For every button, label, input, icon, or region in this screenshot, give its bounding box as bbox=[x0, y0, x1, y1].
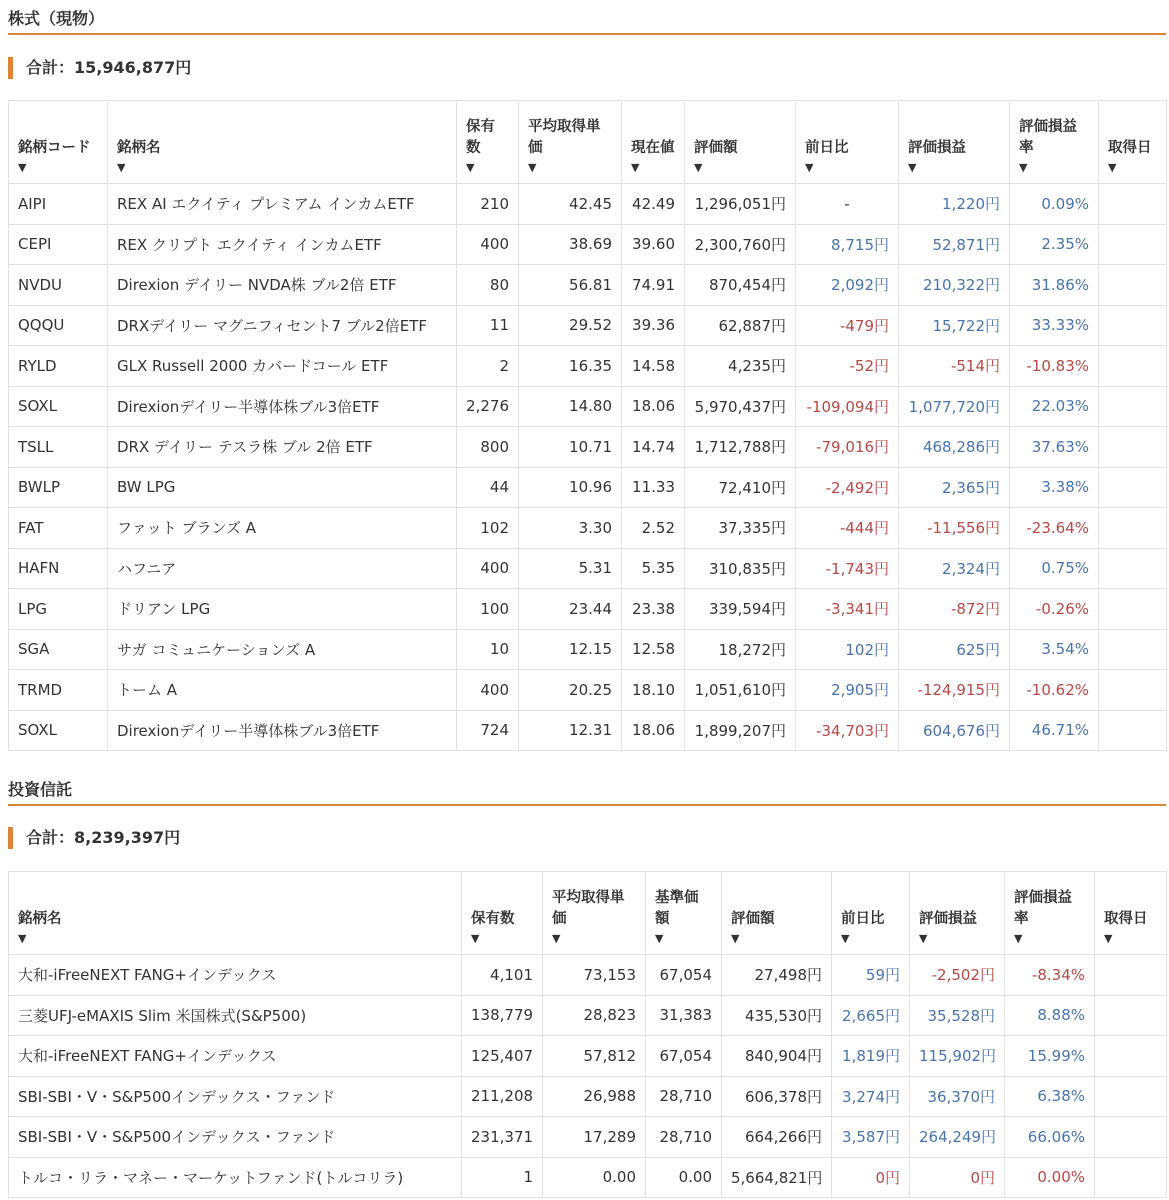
stocks-header-date[interactable]: 取得日 ▼ bbox=[1099, 101, 1167, 184]
funds-cell-avg: 28,823 bbox=[543, 995, 646, 1036]
stocks-cell-date bbox=[1099, 548, 1167, 589]
funds-cell-value: 840,904円 bbox=[722, 1036, 832, 1077]
funds-cell-base: 28,710 bbox=[646, 1117, 722, 1158]
stocks-cell-change: -444円 bbox=[796, 508, 899, 549]
stocks-cell-name: BW LPG bbox=[108, 467, 457, 508]
stocks-cell-avg: 42.45 bbox=[519, 184, 622, 225]
stocks-cell-value: 18,272円 bbox=[685, 629, 796, 670]
stocks-cell-price: 39.36 bbox=[622, 305, 685, 346]
table-row bbox=[9, 508, 1167, 549]
stocks-cell-name: ファット ブランズ A bbox=[108, 508, 457, 549]
stocks-cell-price: 18.06 bbox=[622, 710, 685, 751]
stocks-cell-price: 14.74 bbox=[622, 427, 685, 468]
stocks-header-row bbox=[9, 101, 1167, 184]
funds-cell-date bbox=[1095, 1076, 1167, 1117]
funds-cell-qty: 4,101 bbox=[462, 955, 543, 996]
funds-cell-date bbox=[1095, 1157, 1167, 1198]
stocks-cell-avg: 5.31 bbox=[519, 548, 622, 589]
table-row bbox=[9, 346, 1167, 387]
funds-cell-base: 67,054 bbox=[646, 1036, 722, 1077]
funds-cell-change: 3,274円 bbox=[832, 1076, 910, 1117]
sort-down-icon[interactable]: ▼ bbox=[919, 932, 928, 945]
funds-header-date[interactable]: 取得日 ▼ bbox=[1095, 872, 1167, 955]
stocks-cell-value: 310,835円 bbox=[685, 548, 796, 589]
table-row bbox=[9, 1157, 1167, 1198]
stocks-cell-code: NVDU bbox=[9, 265, 108, 306]
table-row bbox=[9, 1076, 1167, 1117]
stocks-cell-avg: 10.71 bbox=[519, 427, 622, 468]
stocks-cell-value: 339,594円 bbox=[685, 589, 796, 630]
funds-cell-qty: 231,371 bbox=[462, 1117, 543, 1158]
stocks-cell-change: -3,341円 bbox=[796, 589, 899, 630]
funds-cell-avg: 57,812 bbox=[543, 1036, 646, 1077]
funds-cell-change: 59円 bbox=[832, 955, 910, 996]
stocks-cell-name: GLX Russell 2000 カバードコール ETF bbox=[108, 346, 457, 387]
stocks-section-title: 株式（現物） bbox=[8, 9, 105, 28]
stocks-cell-date bbox=[1099, 224, 1167, 265]
table-row bbox=[9, 467, 1167, 508]
stocks-cell-price: 12.58 bbox=[622, 629, 685, 670]
funds-cell-plrate: 0.00% bbox=[1005, 1157, 1095, 1198]
stocks-cell-code: HAFN bbox=[9, 548, 108, 589]
funds-cell-avg: 73,153 bbox=[543, 955, 646, 996]
stocks-cell-price: 42.49 bbox=[622, 184, 685, 225]
funds-cell-base: 67,054 bbox=[646, 955, 722, 996]
funds-table bbox=[8, 871, 1167, 1198]
stocks-cell-change: -1,743円 bbox=[796, 548, 899, 589]
stocks-cell-qty: 210 bbox=[457, 184, 519, 225]
stocks-cell-plrate: 0.75% bbox=[1010, 548, 1099, 589]
stocks-cell-value: 72,410円 bbox=[685, 467, 796, 508]
stocks-cell-name: サガ コミュニケーションズ A bbox=[108, 629, 457, 670]
funds-cell-pl: 264,249円 bbox=[910, 1117, 1005, 1158]
table-row bbox=[9, 1036, 1167, 1077]
stocks-cell-pl: -514円 bbox=[899, 346, 1010, 387]
funds-cell-change: 1,819円 bbox=[832, 1036, 910, 1077]
stocks-cell-change: - bbox=[796, 184, 899, 225]
stocks-header-avg[interactable]: 平均取得単価 ▼ bbox=[519, 101, 622, 184]
funds-cell-base: 0.00 bbox=[646, 1157, 722, 1198]
funds-cell-plrate: 6.38% bbox=[1005, 1076, 1095, 1117]
stocks-cell-pl: 2,365円 bbox=[899, 467, 1010, 508]
sort-down-icon[interactable]: ▼ bbox=[908, 161, 917, 174]
stocks-cell-qty: 100 bbox=[457, 589, 519, 630]
stocks-cell-pl: 210,322円 bbox=[899, 265, 1010, 306]
stocks-header-name[interactable]: 銘柄名 ▼ bbox=[108, 101, 457, 184]
stocks-cell-pl: 604,676円 bbox=[899, 710, 1010, 751]
stocks-cell-avg: 10.96 bbox=[519, 467, 622, 508]
stocks-header-code[interactable]: 銘柄コード ▼ bbox=[9, 101, 108, 184]
stocks-cell-price: 14.58 bbox=[622, 346, 685, 387]
sort-down-icon[interactable]: ▼ bbox=[471, 932, 480, 945]
table-row bbox=[9, 427, 1167, 468]
stocks-cell-date bbox=[1099, 670, 1167, 711]
table-row bbox=[9, 224, 1167, 265]
stocks-cell-code: BWLP bbox=[9, 467, 108, 508]
sort-down-icon[interactable]: ▼ bbox=[466, 161, 475, 174]
stocks-cell-avg: 23.44 bbox=[519, 589, 622, 630]
stocks-cell-qty: 400 bbox=[457, 670, 519, 711]
stocks-total: 合計：15,946,877円 bbox=[8, 57, 191, 79]
stocks-cell-date bbox=[1099, 508, 1167, 549]
stocks-cell-name: REX クリプト エクイティ インカムETF bbox=[108, 224, 457, 265]
table-row bbox=[9, 629, 1167, 670]
sort-down-icon[interactable]: ▼ bbox=[552, 932, 561, 945]
funds-cell-value: 664,266円 bbox=[722, 1117, 832, 1158]
stocks-cell-qty: 10 bbox=[457, 629, 519, 670]
stocks-cell-value: 1,712,788円 bbox=[685, 427, 796, 468]
funds-section-title: 投資信託 bbox=[8, 780, 73, 799]
stocks-cell-name: REX AI エクイティ プレミアム インカムETF bbox=[108, 184, 457, 225]
table-row bbox=[9, 184, 1167, 225]
funds-cell-base: 31,383 bbox=[646, 995, 722, 1036]
stocks-cell-qty: 80 bbox=[457, 265, 519, 306]
stocks-cell-plrate: 0.09% bbox=[1010, 184, 1099, 225]
stocks-cell-value: 37,335円 bbox=[685, 508, 796, 549]
stocks-cell-avg: 38.69 bbox=[519, 224, 622, 265]
funds-cell-value: 27,498円 bbox=[722, 955, 832, 996]
funds-cell-pl: 115,902円 bbox=[910, 1036, 1005, 1077]
funds-header-avg[interactable]: 平均取得単価 ▼ bbox=[543, 872, 646, 955]
funds-cell-plrate: 8.88% bbox=[1005, 995, 1095, 1036]
stocks-cell-name: ドリアン LPG bbox=[108, 589, 457, 630]
funds-cell-name: 大和-iFreeNEXT FANG+インデックス bbox=[9, 955, 462, 996]
funds-cell-date bbox=[1095, 1036, 1167, 1077]
sort-down-icon[interactable]: ▼ bbox=[841, 932, 850, 945]
stocks-cell-avg: 29.52 bbox=[519, 305, 622, 346]
stocks-header-change[interactable]: 前日比 ▼ bbox=[796, 101, 899, 184]
stocks-cell-plrate: 33.33% bbox=[1010, 305, 1099, 346]
stocks-cell-plrate: 37.63% bbox=[1010, 427, 1099, 468]
stocks-cell-plrate: -10.62% bbox=[1010, 670, 1099, 711]
stocks-cell-value: 4,235円 bbox=[685, 346, 796, 387]
stocks-cell-change: 2,092円 bbox=[796, 265, 899, 306]
stocks-cell-value: 1,051,610円 bbox=[685, 670, 796, 711]
table-row bbox=[9, 1117, 1167, 1158]
stocks-cell-date bbox=[1099, 710, 1167, 751]
stocks-cell-value: 1,296,051円 bbox=[685, 184, 796, 225]
funds-cell-qty: 138,779 bbox=[462, 995, 543, 1036]
stocks-cell-name: Direxionデイリー半導体株ブル3倍ETF bbox=[108, 386, 457, 427]
table-row bbox=[9, 265, 1167, 306]
stocks-cell-plrate: 31.86% bbox=[1010, 265, 1099, 306]
sort-down-icon[interactable]: ▼ bbox=[1014, 932, 1023, 945]
stocks-cell-avg: 16.35 bbox=[519, 346, 622, 387]
table-row bbox=[9, 305, 1167, 346]
funds-cell-base: 28,710 bbox=[646, 1076, 722, 1117]
stocks-cell-plrate: -10.83% bbox=[1010, 346, 1099, 387]
funds-cell-date bbox=[1095, 1117, 1167, 1158]
stocks-cell-qty: 724 bbox=[457, 710, 519, 751]
table-row bbox=[9, 548, 1167, 589]
stocks-cell-change: -2,492円 bbox=[796, 467, 899, 508]
stocks-cell-price: 18.10 bbox=[622, 670, 685, 711]
funds-cell-qty: 1 bbox=[462, 1157, 543, 1198]
stocks-cell-code: QQQU bbox=[9, 305, 108, 346]
stocks-cell-name: DRX デイリー テスラ株 ブル 2倍 ETF bbox=[108, 427, 457, 468]
funds-cell-change: 3,587円 bbox=[832, 1117, 910, 1158]
stocks-cell-plrate: 2.35% bbox=[1010, 224, 1099, 265]
sort-down-icon[interactable]: ▼ bbox=[18, 161, 27, 174]
stocks-cell-avg: 12.31 bbox=[519, 710, 622, 751]
stocks-section-divider bbox=[8, 33, 1166, 35]
funds-cell-name: 三菱UFJ-eMAXIS Slim 米国株式(S&P500) bbox=[9, 995, 462, 1036]
stocks-cell-code: SGA bbox=[9, 629, 108, 670]
stocks-cell-price: 11.33 bbox=[622, 467, 685, 508]
stocks-cell-date bbox=[1099, 467, 1167, 508]
stocks-cell-name: トーム A bbox=[108, 670, 457, 711]
stocks-cell-pl: -11,556円 bbox=[899, 508, 1010, 549]
funds-cell-plrate: 15.99% bbox=[1005, 1036, 1095, 1077]
stocks-cell-avg: 14.80 bbox=[519, 386, 622, 427]
funds-header-value[interactable]: 評価額 ▼ bbox=[722, 872, 832, 955]
stocks-cell-price: 2.52 bbox=[622, 508, 685, 549]
stocks-cell-change: 8,715円 bbox=[796, 224, 899, 265]
table-row bbox=[9, 589, 1167, 630]
stocks-cell-qty: 11 bbox=[457, 305, 519, 346]
stocks-cell-name: Direxionデイリー半導体株ブル3倍ETF bbox=[108, 710, 457, 751]
sort-down-icon[interactable]: ▼ bbox=[655, 932, 664, 945]
sort-down-icon[interactable]: ▼ bbox=[1104, 932, 1113, 945]
stocks-cell-pl: 52,871円 bbox=[899, 224, 1010, 265]
stocks-cell-date bbox=[1099, 346, 1167, 387]
stocks-cell-price: 18.06 bbox=[622, 386, 685, 427]
stocks-cell-qty: 2,276 bbox=[457, 386, 519, 427]
stocks-cell-pl: -124,915円 bbox=[899, 670, 1010, 711]
stocks-header-plrate[interactable]: 評価損益率 ▼ bbox=[1010, 101, 1099, 184]
stocks-cell-date bbox=[1099, 305, 1167, 346]
stocks-cell-change: 2,905円 bbox=[796, 670, 899, 711]
funds-cell-name: SBI-SBI・V・S&P500インデックス・ファンド bbox=[9, 1076, 462, 1117]
stocks-cell-code: CEPI bbox=[9, 224, 108, 265]
funds-header-qty[interactable]: 保有数 ▼ bbox=[462, 872, 543, 955]
stocks-cell-pl: 1,077,720円 bbox=[899, 386, 1010, 427]
stocks-cell-plrate: -23.64% bbox=[1010, 508, 1099, 549]
stocks-cell-pl: 15,722円 bbox=[899, 305, 1010, 346]
stocks-cell-name: DRXデイリー マグニフィセント7 ブル2倍ETF bbox=[108, 305, 457, 346]
table-row bbox=[9, 710, 1167, 751]
funds-header-row bbox=[9, 872, 1167, 955]
funds-cell-avg: 17,289 bbox=[543, 1117, 646, 1158]
funds-cell-pl: 35,528円 bbox=[910, 995, 1005, 1036]
stocks-cell-plrate: 22.03% bbox=[1010, 386, 1099, 427]
funds-cell-name: 大和-iFreeNEXT FANG+インデックス bbox=[9, 1036, 462, 1077]
stocks-cell-change: -479円 bbox=[796, 305, 899, 346]
stocks-cell-qty: 102 bbox=[457, 508, 519, 549]
stocks-cell-plrate: 3.54% bbox=[1010, 629, 1099, 670]
sort-down-icon[interactable]: ▼ bbox=[631, 161, 640, 174]
stocks-cell-date bbox=[1099, 184, 1167, 225]
sort-down-icon[interactable]: ▼ bbox=[117, 161, 126, 174]
stocks-cell-pl: 625円 bbox=[899, 629, 1010, 670]
table-row bbox=[9, 670, 1167, 711]
stocks-cell-pl: 468,286円 bbox=[899, 427, 1010, 468]
stocks-cell-avg: 12.15 bbox=[519, 629, 622, 670]
funds-cell-change: 0円 bbox=[832, 1157, 910, 1198]
funds-cell-value: 606,378円 bbox=[722, 1076, 832, 1117]
stocks-cell-value: 1,899,207円 bbox=[685, 710, 796, 751]
stocks-cell-plrate: 46.71% bbox=[1010, 710, 1099, 751]
sort-down-icon[interactable]: ▼ bbox=[805, 161, 814, 174]
stocks-cell-pl: 1,220円 bbox=[899, 184, 1010, 225]
stocks-header-qty[interactable]: 保有数 ▼ bbox=[457, 101, 519, 184]
funds-header-base[interactable]: 基準価額 ▼ bbox=[646, 872, 722, 955]
funds-section-divider bbox=[8, 804, 1166, 806]
sort-down-icon[interactable]: ▼ bbox=[731, 932, 740, 945]
stocks-cell-value: 2,300,760円 bbox=[685, 224, 796, 265]
funds-cell-avg: 26,988 bbox=[543, 1076, 646, 1117]
funds-cell-date bbox=[1095, 955, 1167, 996]
stocks-cell-qty: 800 bbox=[457, 427, 519, 468]
table-row bbox=[9, 995, 1167, 1036]
stocks-cell-name: Direxion デイリー NVDA株 ブル2倍 ETF bbox=[108, 265, 457, 306]
stocks-table bbox=[8, 100, 1167, 751]
stocks-cell-code: AIPI bbox=[9, 184, 108, 225]
funds-cell-value: 5,664,821円 bbox=[722, 1157, 832, 1198]
stocks-cell-change: -109,094円 bbox=[796, 386, 899, 427]
stocks-cell-pl: -872円 bbox=[899, 589, 1010, 630]
funds-cell-date bbox=[1095, 995, 1167, 1036]
stocks-cell-code: TSLL bbox=[9, 427, 108, 468]
funds-cell-plrate: -8.34% bbox=[1005, 955, 1095, 996]
stocks-header-value[interactable]: 評価額 ▼ bbox=[685, 101, 796, 184]
stocks-cell-qty: 44 bbox=[457, 467, 519, 508]
funds-cell-qty: 125,407 bbox=[462, 1036, 543, 1077]
stocks-cell-code: SOXL bbox=[9, 386, 108, 427]
stocks-cell-change: 102円 bbox=[796, 629, 899, 670]
stocks-cell-code: LPG bbox=[9, 589, 108, 630]
funds-cell-name: トルコ・リラ・マネー・マーケットファンド(トルコリラ) bbox=[9, 1157, 462, 1198]
funds-cell-change: 2,665円 bbox=[832, 995, 910, 1036]
stocks-cell-price: 5.35 bbox=[622, 548, 685, 589]
funds-cell-qty: 211,208 bbox=[462, 1076, 543, 1117]
stocks-cell-date bbox=[1099, 629, 1167, 670]
funds-header-pl[interactable]: 評価損益 ▼ bbox=[910, 872, 1005, 955]
stocks-cell-date bbox=[1099, 427, 1167, 468]
stocks-cell-value: 62,887円 bbox=[685, 305, 796, 346]
stocks-cell-qty: 2 bbox=[457, 346, 519, 387]
funds-cell-pl: -2,502円 bbox=[910, 955, 1005, 996]
stocks-cell-value: 870,454円 bbox=[685, 265, 796, 306]
stocks-cell-avg: 56.81 bbox=[519, 265, 622, 306]
stocks-cell-date bbox=[1099, 386, 1167, 427]
sort-down-icon[interactable]: ▼ bbox=[1108, 161, 1117, 174]
funds-cell-pl: 0円 bbox=[910, 1157, 1005, 1198]
stocks-cell-plrate: -0.26% bbox=[1010, 589, 1099, 630]
funds-cell-value: 435,530円 bbox=[722, 995, 832, 1036]
stocks-cell-plrate: 3.38% bbox=[1010, 467, 1099, 508]
funds-cell-plrate: 66.06% bbox=[1005, 1117, 1095, 1158]
funds-header-change[interactable]: 前日比 ▼ bbox=[832, 872, 910, 955]
stocks-header-pl[interactable]: 評価損益 ▼ bbox=[899, 101, 1010, 184]
sort-down-icon[interactable]: ▼ bbox=[694, 161, 703, 174]
stocks-cell-avg: 3.30 bbox=[519, 508, 622, 549]
stocks-cell-avg: 20.25 bbox=[519, 670, 622, 711]
funds-cell-pl: 36,370円 bbox=[910, 1076, 1005, 1117]
stocks-cell-price: 39.60 bbox=[622, 224, 685, 265]
stocks-cell-code: FAT bbox=[9, 508, 108, 549]
stocks-cell-change: -34,703円 bbox=[796, 710, 899, 751]
stocks-header-price[interactable]: 現在値 ▼ bbox=[622, 101, 685, 184]
stocks-cell-price: 74.91 bbox=[622, 265, 685, 306]
stocks-cell-value: 5,970,437円 bbox=[685, 386, 796, 427]
sort-down-icon[interactable]: ▼ bbox=[1019, 161, 1028, 174]
funds-cell-name: SBI-SBI・V・S&P500インデックス・ファンド bbox=[9, 1117, 462, 1158]
sort-down-icon[interactable]: ▼ bbox=[528, 161, 537, 174]
stocks-cell-price: 23.38 bbox=[622, 589, 685, 630]
stocks-cell-qty: 400 bbox=[457, 224, 519, 265]
stocks-cell-code: RYLD bbox=[9, 346, 108, 387]
funds-cell-avg: 0.00 bbox=[543, 1157, 646, 1198]
stocks-cell-change: -79,016円 bbox=[796, 427, 899, 468]
stocks-cell-name: ハフニア bbox=[108, 548, 457, 589]
funds-total: 合計：8,239,397円 bbox=[8, 827, 180, 849]
stocks-cell-code: SOXL bbox=[9, 710, 108, 751]
stocks-cell-pl: 2,324円 bbox=[899, 548, 1010, 589]
stocks-cell-change: -52円 bbox=[796, 346, 899, 387]
stocks-cell-date bbox=[1099, 589, 1167, 630]
stocks-cell-qty: 400 bbox=[457, 548, 519, 589]
stocks-cell-code: TRMD bbox=[9, 670, 108, 711]
table-row bbox=[9, 386, 1167, 427]
funds-header-name[interactable]: 銘柄名 ▼ bbox=[9, 872, 462, 955]
stocks-cell-date bbox=[1099, 265, 1167, 306]
sort-down-icon[interactable]: ▼ bbox=[18, 932, 27, 945]
table-row bbox=[9, 955, 1167, 996]
funds-header-plrate[interactable]: 評価損益率 ▼ bbox=[1005, 872, 1095, 955]
